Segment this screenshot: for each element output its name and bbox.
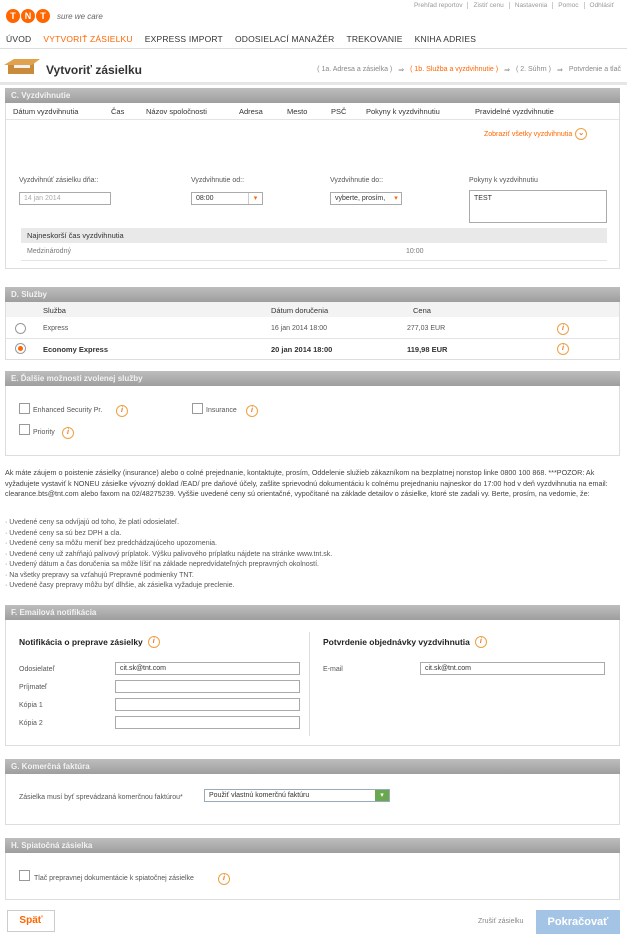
page-title: Vytvoriť zásielku bbox=[46, 63, 143, 77]
pickup-from-select[interactable]: 08:00 ▾ bbox=[191, 192, 263, 205]
section-pickup-heading: C. Vyzdvihnutie bbox=[5, 88, 620, 103]
dropdown-arrow-icon: ▾ bbox=[375, 790, 389, 801]
top-link-price[interactable]: Zistiť cenu bbox=[467, 2, 508, 9]
info-icon[interactable]: i bbox=[557, 323, 569, 335]
col-instructions: Pokyny k vyzdvihnutiu bbox=[366, 107, 440, 116]
return-panel bbox=[5, 853, 620, 900]
nav-address-book[interactable]: KNIHA ADRIES bbox=[414, 34, 477, 44]
pickup-instructions-textarea[interactable]: TEST bbox=[469, 190, 607, 223]
col-service: Služba bbox=[43, 306, 66, 315]
service-row-economy-express[interactable]: Economy Express 20 jan 2014 18:00 119,98 EUR i bbox=[6, 339, 619, 358]
nav-express-import[interactable]: EXPRESS IMPORT bbox=[144, 34, 223, 44]
col-city: Mesto bbox=[287, 107, 308, 116]
copy1-email-input[interactable] bbox=[115, 698, 300, 711]
top-link-settings[interactable]: Nastavenia bbox=[509, 2, 553, 9]
email-panel bbox=[5, 620, 620, 746]
section-return-heading: H. Spiatočná zásielka bbox=[5, 838, 620, 853]
latest-pickup-time: 10:00 bbox=[406, 248, 424, 255]
top-link-reports[interactable]: Prehľad reportov bbox=[413, 2, 463, 9]
priority-label: Priority bbox=[33, 429, 55, 436]
latest-pickup-heading: Najneskorší čas vyzdvihnutia bbox=[27, 231, 124, 240]
invoice-label: Zásielka musí byť sprevádzaná komerčnou faktúrou* bbox=[19, 794, 183, 801]
copy2-label: Kópia 2 bbox=[19, 720, 43, 727]
pickup-date-input[interactable]: 14 jan 2014 bbox=[19, 192, 111, 205]
col-zip: PSČ bbox=[331, 107, 347, 116]
section-options-heading: E. Ďalšie možnosti zvolenej služby bbox=[5, 371, 620, 386]
continue-button[interactable]: Pokračovať bbox=[536, 910, 620, 934]
step-address: ( 1a. Adresa a zásielka ) bbox=[317, 66, 393, 73]
cancel-shipment-link[interactable]: Zrušiť zásielku bbox=[478, 918, 524, 925]
info-icon[interactable]: i bbox=[246, 405, 258, 417]
info-icon[interactable]: i bbox=[148, 636, 160, 648]
show-all-pickups-link[interactable]: Zobraziť všetky vyzdvihnutia ⌄ bbox=[484, 128, 587, 140]
back-button[interactable]: Späť bbox=[7, 910, 55, 932]
note-item: · Uvedené ceny sa sú bez DPH a cla. bbox=[5, 529, 122, 537]
section-services-heading: D. Služby bbox=[5, 287, 620, 302]
pickup-to-label: Vyzdvihnutie do:: bbox=[330, 177, 384, 184]
note-item: · Uvedené ceny už zahŕňajú palivový príplatok. Výšku palivového príplatku nájdete na stránke www.tnt.sk. bbox=[5, 550, 333, 558]
step-confirm: Potvrdenie a tlač bbox=[568, 66, 621, 73]
options-panel bbox=[5, 386, 620, 456]
breadcrumb bbox=[317, 66, 621, 74]
dropdown-arrow-icon: ▾ bbox=[394, 195, 398, 202]
step-service: ( 1b. Služba a vyzdvihnutie ) bbox=[410, 66, 499, 73]
tnt-logo[interactable]: T N T sure we care bbox=[6, 8, 103, 24]
note-item: · Uvedené ceny sa môžu meniť bez predchádzajúceho upozornenia. bbox=[5, 540, 217, 547]
info-icon[interactable]: i bbox=[218, 873, 230, 885]
step-summary: ( 2. Súhrn ) bbox=[515, 66, 551, 73]
section-email-heading: F. Emailová notifikácia bbox=[5, 605, 620, 620]
service-row-express[interactable]: Express 16 jan 2014 18:00 277,03 EUR i bbox=[6, 319, 619, 338]
arrow-icon: ⇒ bbox=[398, 67, 405, 74]
service-radio-economy-express[interactable] bbox=[15, 343, 26, 354]
copy1-label: Kópia 1 bbox=[19, 702, 43, 709]
note-item: · Uvedené časy prepravy môžu byť dlhšie, ak zásielka vyžaduje preclenie. bbox=[5, 582, 235, 589]
col-regular: Pravidelné vyzdvihnutie bbox=[475, 107, 554, 116]
arrow-icon: ⇒ bbox=[504, 67, 510, 74]
priority-checkbox[interactable] bbox=[19, 424, 30, 435]
col-company: Názov spoločnosti bbox=[146, 107, 207, 116]
top-links bbox=[409, 2, 619, 9]
confirmation-email-label: E-mail bbox=[323, 666, 343, 673]
shipment-notification-title: Notifikácia o preprave zásielky bbox=[19, 637, 143, 647]
dropdown-arrow-icon: ▾ bbox=[248, 193, 262, 204]
sender-email-input[interactable]: cit.sk@tnt.com bbox=[115, 662, 300, 675]
services-panel bbox=[5, 302, 620, 360]
pickup-panel bbox=[5, 103, 620, 269]
top-bar bbox=[0, 0, 627, 30]
col-delivery-date: Dátum doručenia bbox=[271, 306, 329, 315]
parcel-icon bbox=[4, 59, 40, 77]
nav-shipping-manager[interactable]: ODOSIELACÍ MANAŽÉR bbox=[234, 34, 335, 44]
arrow-icon: ⇒ bbox=[556, 67, 563, 74]
nav-home[interactable]: ÚVOD bbox=[6, 34, 32, 44]
note-item: · Na všetky prepravy sa vzťahujú Prepravné podmienky TNT. bbox=[5, 571, 194, 579]
enhanced-security-label: Enhanced Security Pr. bbox=[33, 407, 103, 414]
return-docs-checkbox[interactable] bbox=[19, 870, 30, 881]
service-radio-express[interactable] bbox=[15, 323, 26, 334]
insurance-label: Insurance bbox=[206, 407, 237, 414]
pricing-notice: Ak máte záujem o poistenie zásielky (insurance) alebo o colné prejednanie, kontaktujte, prosím, Oddelenie služieb zákazníkom na bezplatnej nonstop linke 0800 100 868. ***POZOR: Ak vyžadujete vystaviť k NONEU zásielke vývozný doklad /EAD/ pre daňové účely, zašlite sprievodnú dokumentáciu k colnému prejednaniu najneskor do 17:00 hod v deň vyzdvihnutia na email: clearance.bts@tnt.com alebo faxom na 02/48275239. Vyššie uvedené ceny sú orientačné, vypočítané na základe detailov o zásielke, ktoré ste zadali vy. Berte, prosím, na vedomie, že: bbox=[5, 468, 608, 498]
nav-tracking[interactable]: TREKOVANIE bbox=[346, 34, 403, 44]
latest-pickup-type: Medzinárodný bbox=[27, 248, 71, 255]
chevron-down-icon: ⌄ bbox=[575, 128, 587, 140]
info-icon[interactable]: i bbox=[557, 343, 569, 355]
main-nav bbox=[0, 29, 627, 49]
enhanced-security-checkbox[interactable] bbox=[19, 403, 30, 414]
invoice-panel bbox=[5, 774, 620, 825]
confirmation-email-input[interactable]: cit.sk@tnt.com bbox=[420, 662, 605, 675]
recipient-label: Príjmateľ bbox=[19, 684, 48, 691]
tagline: sure we care bbox=[57, 11, 103, 21]
top-link-logout[interactable]: Odhlásiť bbox=[584, 2, 619, 9]
pickup-date-label: Vyzdvihnúť zásielku dňa:: bbox=[19, 177, 99, 184]
info-icon[interactable]: i bbox=[62, 427, 74, 439]
return-docs-label: Tlač prepravnej dokumentácie k spiatočnej zásielke bbox=[34, 875, 194, 882]
col-price: Cena bbox=[413, 306, 431, 315]
sender-label: Odosielateľ bbox=[19, 666, 55, 673]
copy2-email-input[interactable] bbox=[115, 716, 300, 729]
info-icon[interactable]: i bbox=[116, 405, 128, 417]
info-icon[interactable]: i bbox=[475, 636, 487, 648]
section-invoice-heading: G. Komerčná faktúra bbox=[5, 759, 620, 774]
col-pickup-date: Dátum vyzdvihnutia bbox=[13, 107, 79, 116]
pickup-confirmation-title: Potvrdenie objednávky vyzdvihnutia bbox=[323, 637, 470, 647]
col-time: Čas bbox=[111, 107, 125, 116]
note-item: · Uvedený dátum a čas doručenia sa môže líšiť na základe nepredvídateľných prepravných okolností. bbox=[5, 561, 320, 568]
top-link-help[interactable]: Pomoc bbox=[552, 2, 583, 9]
pickup-instructions-label: Pokyny k vyzdvihnutiu bbox=[469, 177, 538, 184]
insurance-checkbox[interactable] bbox=[192, 403, 203, 414]
pickup-from-label: Vyzdvihnutie od:: bbox=[191, 177, 245, 184]
note-item: · Uvedené ceny sa odvíjajú od toho, že platí odosielateľ. bbox=[5, 519, 180, 526]
col-address: Adresa bbox=[239, 107, 263, 116]
pricing-notes bbox=[5, 518, 621, 592]
pickup-to-select[interactable]: vyberte, prosím, ▾ bbox=[330, 192, 402, 205]
recipient-email-input[interactable] bbox=[115, 680, 300, 693]
invoice-select[interactable]: Použiť vlastnú komerčnú faktúru ▾ bbox=[204, 789, 390, 802]
nav-create-shipment[interactable]: VYTVORIŤ ZÁSIELKU bbox=[43, 34, 133, 44]
title-bar bbox=[0, 55, 627, 85]
